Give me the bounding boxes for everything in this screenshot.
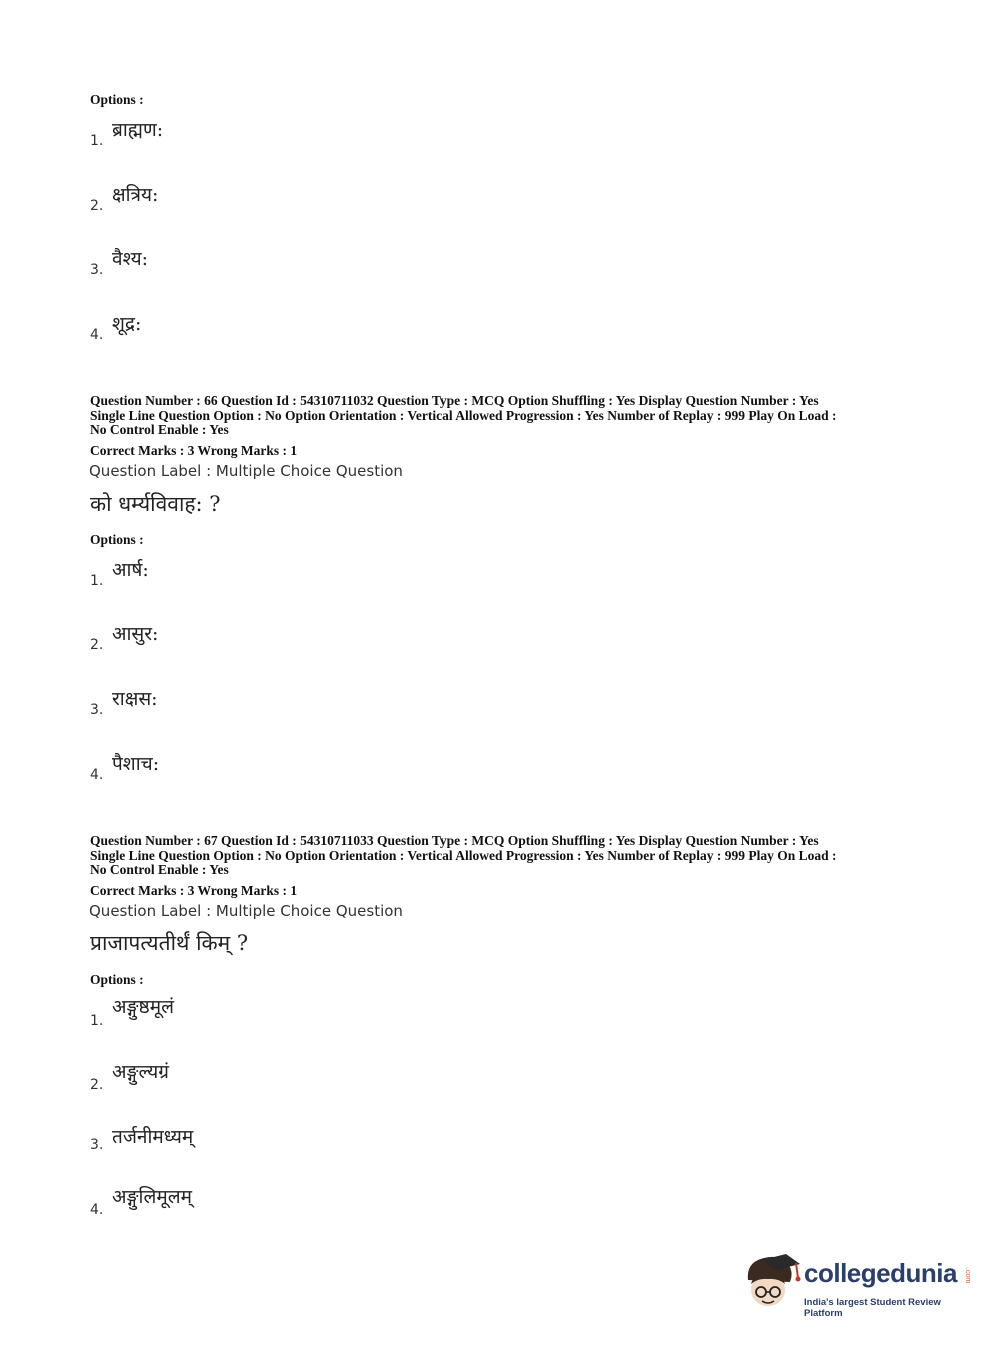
option-number: 2.: [90, 198, 104, 214]
question-text: को धर्म्यविवाह: ?: [90, 492, 221, 516]
marks-line: Correct Marks : 3 Wrong Marks : 1: [90, 443, 298, 458]
option-number: 4.: [90, 767, 104, 783]
options-heading: Options :: [90, 92, 144, 107]
question-meta-line: No Control Enable : Yes: [90, 422, 229, 437]
option-text: अङ्गुलिमूलम्: [112, 1186, 192, 1208]
option-number: 1.: [90, 133, 104, 149]
option-text: ब्राह्मण:: [112, 119, 164, 141]
options-heading: Options :: [90, 532, 144, 547]
question-text: प्राजापत्यतीर्थं किम् ?: [90, 931, 249, 955]
question-meta: [90, 834, 920, 878]
logo-wordmark: collegedunia: [804, 1258, 957, 1288]
option-text: क्षत्रिय:: [112, 184, 159, 206]
option-number: 1.: [90, 1013, 104, 1029]
marks-line: Correct Marks : 3 Wrong Marks : 1: [90, 883, 298, 898]
option-number: 3.: [90, 702, 104, 718]
mascot-icon: [742, 1250, 802, 1312]
question-meta-line: Question Number : 67 Question Id : 54310711033 Question Type : MCQ Option Shuffling : Yes Display Question Number : Yes: [90, 833, 819, 848]
option-number: 4.: [90, 1202, 104, 1218]
option-number: 3.: [90, 262, 104, 278]
option-text: पैशाच:: [112, 753, 160, 775]
question-meta: [90, 394, 920, 438]
option-text: राक्षस:: [112, 688, 158, 710]
option-number: 2.: [90, 1077, 104, 1093]
option-number: 1.: [90, 573, 104, 589]
logo-domain-suffix: .com: [964, 1268, 971, 1284]
option-number: 2.: [90, 637, 104, 653]
question-meta-line: Single Line Question Option : No Option Orientation : Vertical Allowed Progression : Yes Number of Replay : 999 Play On Load :: [90, 847, 837, 863]
question-meta-line: No Control Enable : Yes: [90, 862, 229, 877]
option-text: अङ्गुल्यग्रं: [112, 1061, 169, 1083]
option-text: आर्ष:: [112, 559, 149, 581]
option-text: अङ्गुष्ठमूलं: [112, 996, 174, 1018]
option-text: आसुर:: [112, 623, 159, 645]
question-label: Question Label : Multiple Choice Question: [89, 462, 403, 480]
option-text: तर्जनीमध्यम्: [112, 1126, 194, 1148]
collegedunia-logo[interactable]: [742, 1250, 982, 1320]
options-heading: Options :: [90, 972, 144, 987]
option-text: शूद्र:: [112, 313, 142, 335]
question-meta-line: Single Line Question Option : No Option Orientation : Vertical Allowed Progression : Yes Number of Replay : 999 Play On Load :: [90, 407, 837, 423]
question-meta-line: Question Number : 66 Question Id : 54310711032 Question Type : MCQ Option Shuffling : Yes Display Question Number : Yes: [90, 393, 819, 408]
logo-tagline: India's largest Student Review Platform: [804, 1297, 941, 1319]
option-number: 3.: [90, 1137, 104, 1153]
option-text: वैश्य:: [112, 248, 149, 270]
question-label: Question Label : Multiple Choice Question: [89, 902, 403, 920]
option-number: 4.: [90, 327, 104, 343]
